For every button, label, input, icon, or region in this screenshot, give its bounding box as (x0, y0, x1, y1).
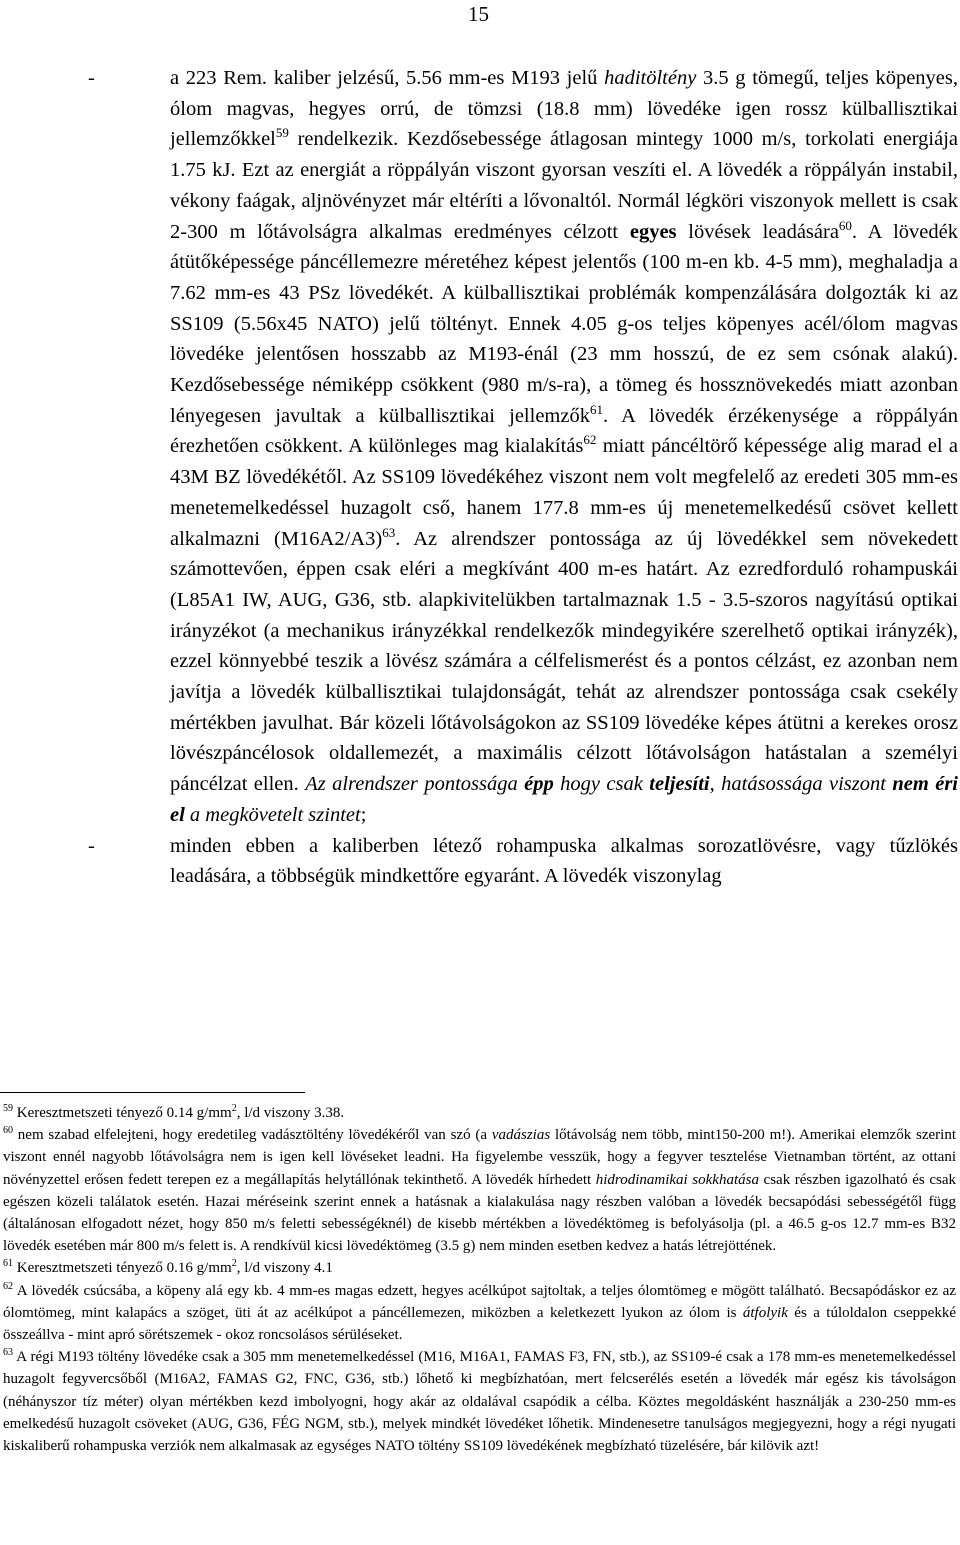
text-run: csak részben igazolható és csak egészen közeli találatok esetén. Hazai méréseink szerint ennek a hatásnak a kialakulása nagy részben valóban a lövedék becsapódási sebességétől függ (általánosan elfogadott nézet, hogy 850 m/s feletti sebességéknél) de kisebb mértékben a lövedéktömeg is befolyásolja (pl. a 46.5 g-os 12.7 mm-es B32 lövedék esetében már 800 m/s felett is. A rendkívül kicsi lövedéktömeg (3.5 g) nem minden esetben kedvez a hatás létrejöttének. (3, 1171, 956, 1255)
list-bullet: - (88, 834, 95, 857)
text-run: a 223 Rem. kaliber jelzésű, 5.56 mm-es M193 jelű (170, 67, 605, 89)
footnote-63 (3, 1346, 956, 1457)
footnote-ref-62[interactable]: 62 (583, 432, 597, 448)
footnote-60 (3, 1124, 956, 1257)
footnote-number: 63 (3, 1347, 13, 1359)
footnote-ref-63[interactable]: 63 (382, 524, 396, 540)
footnotes (3, 1102, 956, 1457)
footnote-number: 62 (3, 1280, 13, 1292)
page-number: 15 (468, 2, 489, 26)
text-run: , l/d viszony 3.38. (236, 1105, 345, 1121)
emphasis-teljesiti: teljesíti (649, 773, 710, 796)
footnote-ref-59[interactable]: 59 (275, 125, 289, 141)
superscript: 2 (231, 1103, 237, 1114)
emphasis-epp: épp (524, 773, 554, 796)
emphasis-haditolteny: haditöltény (604, 67, 697, 89)
emphasis-nem-eri-el: nem éri el (170, 773, 958, 826)
list-item (88, 63, 958, 831)
text-run: A régi M193 töltény lövedéke csak a 305 mm menetemelkedéssel (M16, M16A1, FAMAS F3, FN, stb.), az SS109-é csak a 178 mm-es menetemelkedéssel huzagolt fegyvercsőből (M16A2, FAMAS G2, FNC, G36, stb.) lőhető ki megbízhatóan, mert felcserélés esetén a lövedék már egész kis távolságon (néhányszor tíz méter) olyan mértékben kezd imbolyogni, hogy akár az oldalával csapódik a célba. Köztes megoldásként használják a 230-250 mm-es emelkedésű huzagolt csöveket (AUG, G36, FÉG NGM, stb.), melyek mindkét lövedéket lőhetik. Mindenesetre tanulságos megjegyezni, hogy a régi nyugati kiskaliberű rohampuska verziók nem alkalmasak az egységes NATO töltény SS109 lövedékének megbízható tüzelésére, bár kilövik azt! (3, 1349, 956, 1455)
list-item (88, 831, 958, 892)
footnote-number: 59 (3, 1103, 13, 1114)
text-run: ; (360, 803, 367, 826)
text-run: lőtávolság nem több, mint150-200 m!). Amerikai elemzők szerint viszont ennél nagyobb lőtávolságra nem is igen kell lövéseket leadni. Ha figyelembe vesszük, hogy a fegyver tesztelése Vietnamban történt, az ottani növényzettel erősen fedett terepen ez a megállapítás helytállónak tekinthető. A lövedék hírhedett (3, 1127, 956, 1188)
footnote-61 (3, 1257, 956, 1279)
text-run: és a túloldalon cseppekké összeállva - mint apró sörétszemek - okoz roncsolásos sérüléseket. (3, 1304, 956, 1344)
text-run: 3.5 g tömegű, teljes köpenyes, ólom magvas, hegyes orrú, de tömzsi (18.8 mm) lövedéke igen rossz külballisztikai jellemzőkkel (170, 67, 958, 151)
text-run: , l/d viszony 4.1 (236, 1260, 333, 1277)
footnote-number: 61 (3, 1258, 13, 1270)
emphasis: hidrodinamikai sokkhatása (595, 1171, 759, 1188)
footnote-ref-61[interactable]: 61 (589, 401, 603, 417)
text-run: , hatásossága viszont (709, 773, 893, 796)
main-text (88, 63, 958, 892)
list-bullet: - (88, 67, 95, 89)
emphasis: vadászias (491, 1127, 551, 1144)
text-run: a megkövetelt szintet (184, 803, 361, 826)
text-run: miatt páncéltörő képessége alig marad el a 43M BZ lövedékétől. Az SS109 lövedékéhez viszont nem volt megfelelő az eredeti 305 mm-es menetemelkedéssel huzagolt cső, hanem 177.8 mm-es új menetemelkedésű csövet kellett alkalmazni (M16A2/A3) (170, 435, 958, 550)
text-run: Keresztmetszeti tényező 0.14 g/mm (13, 1105, 232, 1121)
text-run: rendelkezik. Kezdősebessége átlagosan mintegy 1000 m/s, torkolati energiája 1.75 kJ. Ezt az energiát a röppályán viszont gyorsan veszíti el. A lövedék a röppályán instabil, vékony faágak, aljnövényzet már eltéríti a lővonaltól. Normál légköri viszonyok mellett is csak 2-300 m lőtávolságra alkalmas eredményes célzott (170, 128, 958, 243)
emphasis-egyes: egyes (629, 220, 677, 243)
text-run: nem szabad elfelejteni, hogy eredetileg vadásztöltény lövedékéről van szó (a (13, 1127, 492, 1144)
superscript: 2 (231, 1258, 237, 1270)
text-run: lövések leadására (676, 220, 839, 243)
text-run: . Az alrendszer pontossága az új lövedékkel sem növekedett számottevően, éppen csak eléri a megkívánt 400 m-es határt. Az ezredforduló rohampuskái (L85A1 IW, AUG, G36, stb. alapkivitelükben tartalmaznak 1.5 - 3.5-szoros nagyítású optikai irányzékot (a mechanikus irányzékkal rendelkezők mindegyikére szerelhető optikai irányzék), ezzel könnyebbé teszik a lövész számára a célfelismerést és a pontos célzást, ez azonban nem javítja a lövedék külballisztikai tulajdonságát, tehát az alrendszer pontossága csak csekély mértékben javulhat. Bár közeli lőtávolságokon az SS109 lövedéke képes átütni a kerekes orosz lövészpáncélosok oldallemezét, a maximális célzott lőtávolságon hatástalan a személyi páncélzat ellen. (170, 527, 958, 796)
text-run: Az alrendszer pontossága (305, 773, 525, 796)
footnote-59 (3, 1102, 956, 1124)
text-run: Keresztmetszeti tényező 0.16 g/mm (13, 1260, 232, 1277)
footnote-separator (0, 1092, 305, 1093)
text-run: . A lövedék átütőképessége páncéllemezre méretéhez képest jelentős (100 m-en kb. 4-5 mm), meghaladja a 7.62 mm-es 43 PSz lövedékét. A külballisztikai problémák kompenzálására dolgozták ki az SS109 (5.56x45 NATO) jelű töltényt. Ennek 4.05 g-os teljes köpenyes acél/ólom magvas lövedéke jelentősen hosszabb az M193-énál (23 mm hosszú, de ez sem csónak alakú). Kezdősebessége némiképp csökkent (980 m/s-ra), a tömeg és hossznövekedés miatt azonban lényegesen javultak a külballisztikai jellemzők (170, 220, 958, 427)
text-run: A lövedék csúcsába, a köpeny alá egy kb. 4 mm-es magas edzett, hegyes acélkúpot sajtoltak, a teljes ólomtömeg e mögött található. Becsapódáskor ez az ólomtömeg, mint kalapács a szöget, üti át az acélkúpot a páncéllemezen, miközben a keletkezett lyukon az ólom is (3, 1282, 956, 1321)
text-run: minden ebben a kaliberben létező rohampuska alkalmas sorozatlövésre, vagy tűzlökés leadására, a többségük mindkettőre egyaránt. A lövedék viszonylag (170, 834, 958, 888)
text-run: hogy csak (553, 773, 650, 796)
footnote-62 (3, 1280, 956, 1347)
footnote-ref-60[interactable]: 60 (838, 217, 852, 233)
footnote-number: 60 (3, 1125, 13, 1137)
emphasis: átfolyik (742, 1304, 788, 1321)
text-run: . A lövedék érzékenysége a röppályán érezhetően csökkent. A különleges mag kialakítás (170, 404, 958, 458)
